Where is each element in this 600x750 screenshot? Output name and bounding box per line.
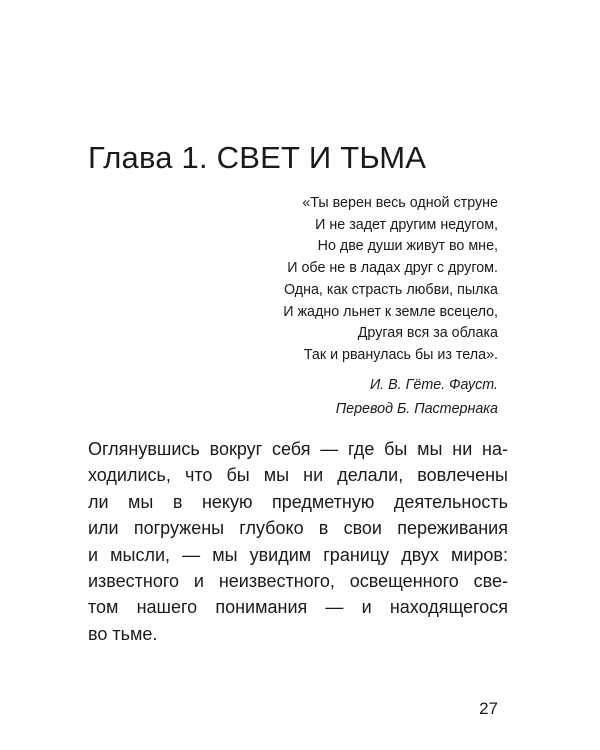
epigraph-line: Одна, как страсть любви, пылка	[283, 281, 498, 298]
body-line: том нашего понимания — и находящегося	[88, 597, 508, 618]
body-line: во тьме.	[88, 623, 158, 644]
epigraph-line: И обе не в ладах друг с другом.	[287, 260, 498, 277]
page-number: 27	[479, 699, 498, 718]
body-line: известного и неизвестного, освещенного све-	[88, 571, 508, 592]
body-line: и мысли, — мы увидим границу двух миров:	[88, 544, 508, 565]
epigraph-author: И. В. Гёте. Фауст.	[369, 377, 498, 393]
body-line: Оглянувшись вокруг себя — где бы мы ни на-	[88, 439, 508, 459]
epigraph-attribution	[336, 373, 498, 421]
body-line: ходились, что бы мы ни делали, вовлечены	[88, 465, 508, 486]
epigraph-line: И не задет другим недугом,	[315, 216, 498, 233]
chapter-title: Глава 1. СВЕТ И ТЬМА	[88, 140, 427, 175]
body-line: или погружены глубоко в свои переживания	[88, 518, 508, 539]
epigraph-line: И жадно льнет к земле всецело,	[283, 303, 498, 320]
body-paragraph	[88, 436, 508, 647]
epigraph-poem	[283, 193, 498, 367]
body-line: ли мы в некую предметную деятельность	[88, 491, 508, 512]
epigraph-line: Другая вся за облака	[357, 325, 498, 342]
epigraph-translator: Перевод Б. Пастернака	[335, 401, 498, 417]
epigraph-line: «Ты верен весь одной струне	[302, 195, 498, 211]
epigraph-line: Так и рванулась бы из тела».	[303, 346, 498, 363]
epigraph-line: Но две души живут во мне,	[317, 238, 498, 255]
